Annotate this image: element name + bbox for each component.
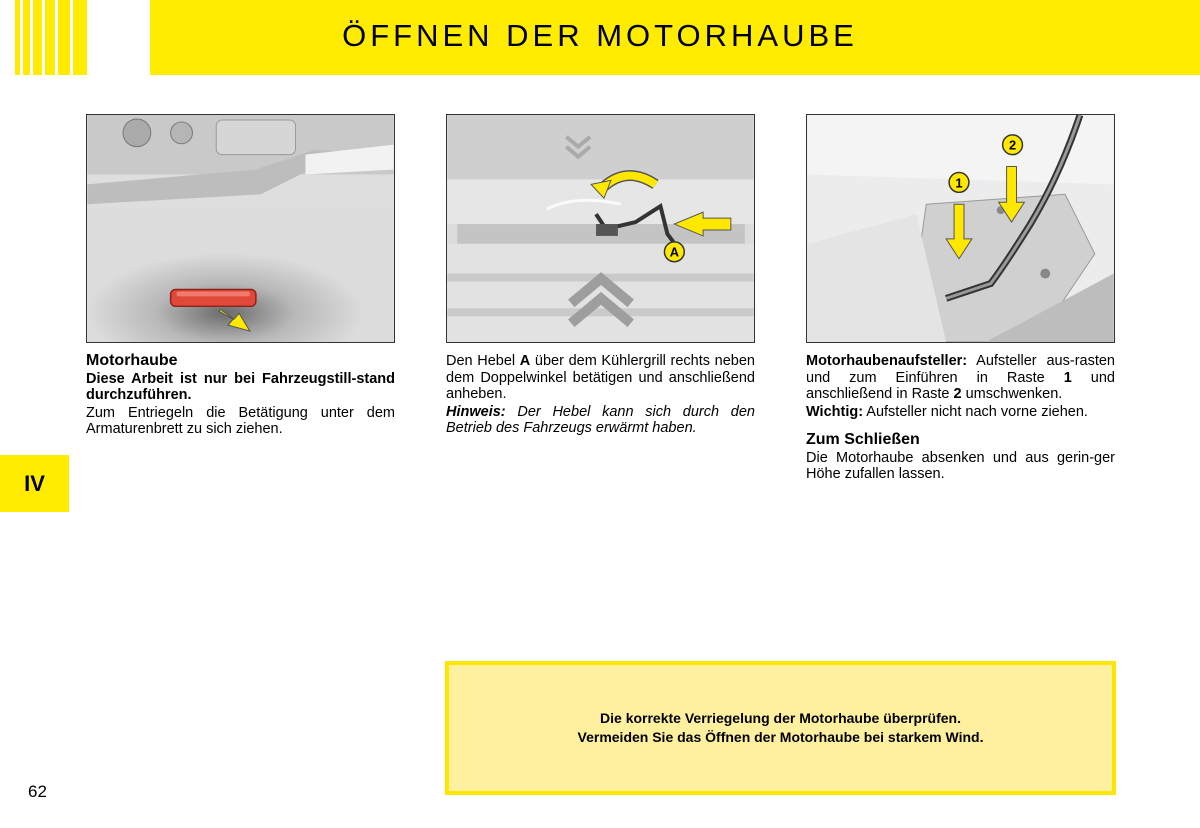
heat-note [446,404,755,437]
prop-label: Motorhaubenaufsteller: [806,353,968,369]
chapter-tab: IV [0,455,69,512]
notice-line-2: Vermeiden Sie das Öffnen der Motorhaube bei starkem Wind. [577,729,984,745]
header-stripe [33,0,42,75]
header-stripe [15,0,20,75]
notice-line-1: Die korrekte Verriegelung der Motorhaube überprüfen. [600,710,961,726]
callout-1-label: 1 [955,175,963,191]
closing-instructions: Die Motorhaube absenken und aus gerin-ger Höhe zufallen lassen. [806,449,1115,482]
notch-1: 1 [1063,369,1072,386]
lever-letter: A [519,353,531,369]
photo-hood-prop-rod [806,114,1115,343]
section-heading-hood: Motorhaube [86,352,178,369]
header-stripe [58,0,70,75]
header-stripe [23,0,30,75]
photo-hood-lever [446,114,755,343]
photo-hood-release-handle [86,114,395,343]
prop-instructions [806,353,1115,403]
hood-release-illustration [87,115,394,342]
callout-a-label: A [669,244,680,260]
lever-text-before: Den Hebel [446,353,520,369]
page-number: 62 [28,782,47,801]
header-stripe [45,0,55,75]
standstill-warning: Diese Arbeit ist nur bei Fahrzeugstill-stand durchzuführen. [86,370,395,403]
column-prop [806,353,1115,484]
lever-text-after: über dem Kühlergrill rechts neben dem Doppelwinkel betätigen und anschließend anheben. [446,353,755,402]
column-hood [86,353,395,439]
hood-lever-illustration [447,115,754,342]
release-instructions: Zum Entriegeln die Betätigung unter dem Armaturenbrett zu sich ziehen. [86,404,395,437]
header-stripe [73,0,87,75]
column-lever [446,353,755,438]
notice-box [445,661,1116,795]
prop-text-1: Aufsteller aus-rasten und zum Einführen in Raste [806,353,1115,386]
callout-2-label: 2 [1008,137,1017,153]
important-text: Aufsteller nicht nach vorne ziehen. [863,403,1088,420]
important-note [806,404,1115,421]
section-heading-closing: Zum Schließen [806,431,920,448]
note-label: Hinweis: [446,403,506,420]
note-text: Der Hebel kann sich durch den Betrieb des Fahrzeugs erwärmt haben. [446,403,755,436]
important-label: Wichtig: [806,403,864,420]
notch-2: 2 [953,386,962,402]
prop-text-2: und anschließend in Raste [806,369,1115,402]
hood-prop-illustration [807,115,1114,342]
lever-instructions [446,353,755,403]
header-stripes [15,0,87,75]
prop-text-3: umschwenken. [961,386,1063,402]
page-title: ÖFFNEN DER MOTORHAUBE [342,18,858,53]
